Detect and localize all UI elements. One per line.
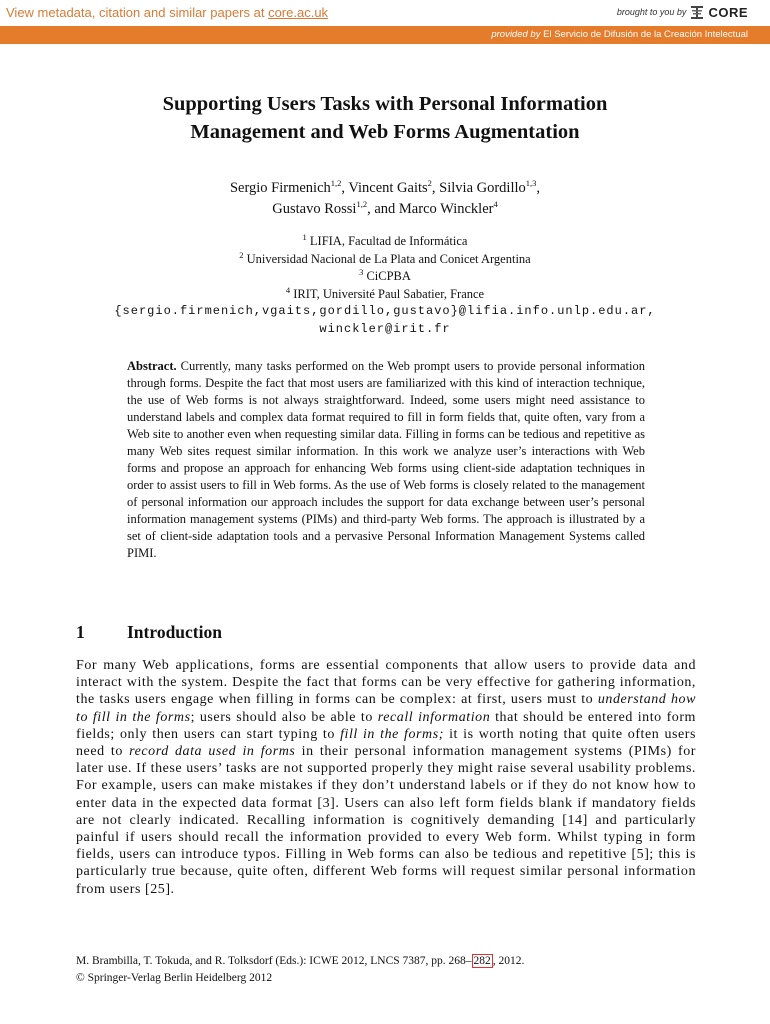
affiliation-sup: 1	[302, 231, 307, 242]
intro-text: in their personal information management systems (PIMs) for later use. If these users’ tasks are not supported properly they might raise several usability problems. For example, users can make mistakes if they don’t understand labels or if they do not know how to enter data in the expected data format [3]. Users can also left form fields blank if mandatory fields are not clearly indicated. Recalling information is cognitively demanding [14] and particularly painful if users should recall the information provided to every Web form. Whilst typing in form fields, users can introduce typos. Filling in Web forms can also be tedious and repetitive [5]; this is particularly true because, quite often, different Web forms will request similar personal information from users [25].	[76, 744, 697, 897]
citation-text: M. Brambilla, T. Tokuda, and R. Tolksdorf (Eds.): ICWE 2012, LNCS 7387, pp. 268–	[76, 955, 472, 967]
page-footer	[76, 953, 696, 987]
author-sep: ,	[431, 180, 440, 196]
intro-emphasis: understand how to fill in the forms	[76, 692, 696, 725]
author-name: Marco Winckler	[398, 201, 494, 217]
core-banner-bottom	[0, 26, 770, 44]
abstract	[127, 358, 645, 562]
author-sup: 4	[493, 199, 498, 210]
intro-emphasis: record data used in forms	[129, 744, 296, 760]
author-list	[0, 178, 770, 220]
affiliation	[0, 286, 770, 304]
intro-text: For many Web applications, forms are essential components that allow users to provide data and interact with the system. Despite the fact that forms can be very effective for gathering information, the tasks users engage when filling in forms can be complex: at first, users must to	[76, 658, 696, 708]
affiliation	[0, 268, 770, 286]
intro-emphasis: recall information	[377, 709, 491, 725]
section-number: 1	[76, 622, 85, 642]
provided-by-text[interactable]	[491, 29, 748, 40]
author-sup: 1,3	[525, 178, 537, 189]
author-name: Silvia Gordillo	[439, 180, 526, 196]
abstract-label: Abstract.	[127, 359, 177, 373]
author-sup: 1,2	[330, 178, 342, 189]
affiliation-sup: 2	[239, 249, 244, 260]
email-line-1: {sergio.firmenich,vgaits,gordillo,gustavo}@lifia.info.unlp.edu.ar,	[114, 304, 656, 318]
section-title: Introduction	[127, 622, 222, 642]
core-link[interactable]: core.ac.uk	[268, 5, 329, 20]
intro-text: that should be entered into form fields; only then users can start typing to	[76, 709, 696, 742]
author-line-1	[0, 178, 770, 199]
affiliation-text: Universidad Nacional de La Plata and Conicet Argentina	[243, 251, 531, 266]
author-sep: ,	[341, 180, 349, 196]
author-sep: , and	[367, 201, 399, 217]
affiliations	[0, 233, 770, 338]
title-line-2: Management and Web Forms Augmentation	[190, 121, 580, 143]
provider-name: El Servicio de Difusión de la Creación Intelectual	[543, 29, 748, 40]
affiliation	[0, 233, 770, 251]
author-name: Gustavo Rossi	[272, 201, 357, 217]
view-metadata-label: View metadata, citation and similar papers at	[6, 5, 269, 20]
author-sup: 2	[427, 178, 432, 189]
email-line-2: winckler@irit.fr	[319, 321, 451, 336]
section-heading	[76, 622, 222, 643]
citation-suffix: , 2012.	[492, 955, 525, 967]
author-name: Vincent Gaits	[348, 180, 428, 196]
affiliation-text: IRIT, Université Paul Sabatier, France	[290, 286, 485, 301]
title-line-1: Supporting Users Tasks with Personal Information	[162, 93, 608, 115]
intro-text: ; users should also be able to	[190, 709, 378, 725]
core-logo-icon	[690, 4, 704, 20]
affiliation-text: CiCPBA	[363, 269, 411, 283]
provided-by-label: provided by	[491, 29, 541, 40]
affiliation-sup: 3	[359, 266, 364, 277]
affiliation	[0, 251, 770, 269]
author-line-2	[0, 199, 770, 220]
page-range-link[interactable]: 282	[473, 955, 491, 967]
author-sup: 1,2	[356, 199, 368, 210]
core-brand[interactable]	[617, 4, 748, 20]
brought-to-you-text: brought to you by	[616, 7, 687, 17]
author-sep: ,	[536, 180, 541, 196]
introduction-body	[76, 657, 696, 898]
paper-title	[0, 90, 770, 146]
intro-emphasis: fill in the forms;	[340, 726, 444, 742]
core-banner	[0, 0, 770, 44]
view-metadata-text	[6, 5, 328, 20]
abstract-text: Currently, many tasks performed on the Web prompt users to provide personal information through forms. Despite the fact that most users are familiarized with this kind of interaction technique, the use of Web forms is not always straightforward. Indeed, some users might need assistance to understand labels and complex data format required to fill in form fields that, quite often, vary from a Web site to another even when requesting similar data. Filling in forms can be tedious and repetitive as many Web sites request similar information. In this work we analyze user’s interactions with Web forms and propose an approach for enhancing Web forms using client-side adaptation techniques in order to assist users to fill in Web forms. As the use of Web forms is closely related to the management of personal information our approach includes the support for data exchange between user’s personal information management systems (PIMs) and third-party Web forms. The approach is illustrated by a set of client-side adaptation tools and a pervasive Personal Information Management Systems called PIMI.	[127, 359, 645, 560]
intro-text: it is worth noting that quite often users need to	[76, 726, 696, 760]
copyright-line: © Springer-Verlag Berlin Heidelberg 2012	[76, 972, 273, 984]
affiliation-sup: 4	[285, 284, 291, 295]
core-logo-text: CORE	[708, 4, 748, 20]
author-name: Sergio Firmenich	[229, 180, 331, 196]
affiliation-text: LIFIA, Facultad de Informática	[306, 234, 468, 248]
core-banner-top	[0, 0, 770, 26]
intro-paragraph	[76, 657, 696, 898]
citation-line	[76, 953, 696, 970]
